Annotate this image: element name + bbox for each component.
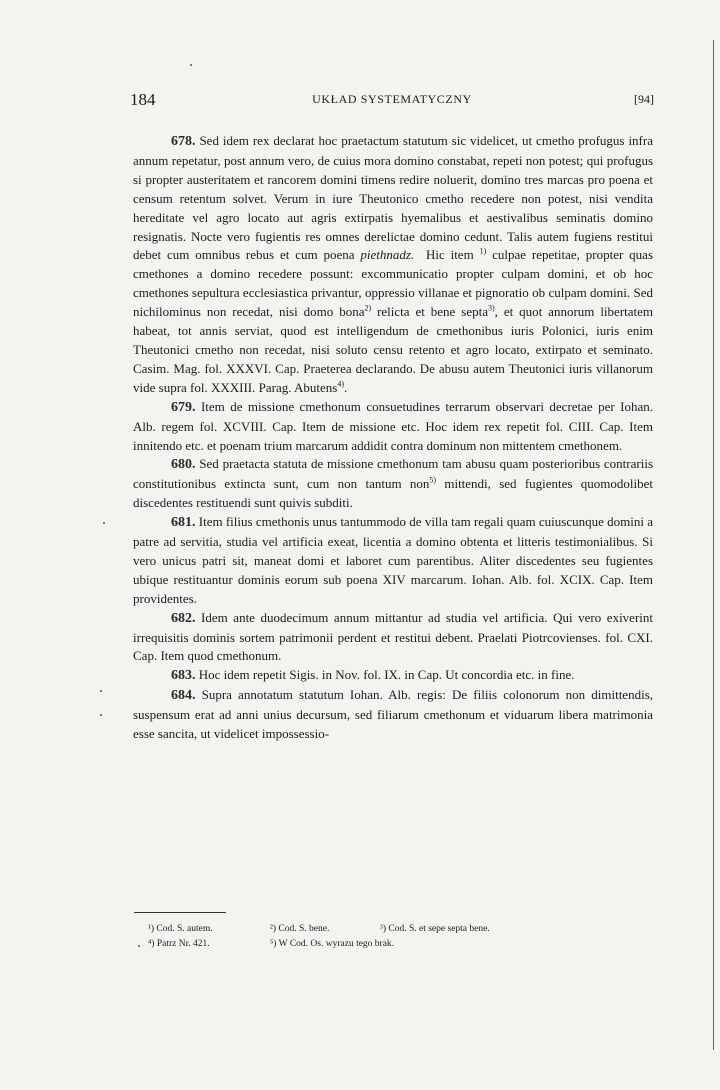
footnote-5: ⁵) W Cod. Os. wyrazu tego brak. [270, 939, 395, 949]
paragraph-text: , et quot annorum libertatem habeat, tot annis serviat, quod est intelligendum de cmethonibus iuris Polonici, iuris enim Theutonici cmetho non recedat, nisi soluto censu retento et agro locato, extirpato et seminato. Casim. Mag. fol. XXXVI. Cap. Praeterea declarando. De abusu autem Theutonici iuris villanorum vide supra fol. XXXIII. Parag. Abutens [133, 304, 654, 395]
page-number: 184 [130, 90, 156, 109]
bracket-page-number: [94] [634, 92, 654, 106]
page-header [130, 90, 654, 114]
scan-speck [190, 64, 192, 66]
paragraph-text: culpae repetitae, propter quas cmethones a domino recedere possunt: excommunicatio propter culpam domini, et ob hoc cmethones sepultura ecclesiastica privantur, oppressio villanae et pignoratio ob culpam domini. Sed nichilominus non recedat, nisi domo bona [133, 247, 654, 320]
footnote-4: ⁴) Patrz Nr. 421. [148, 939, 210, 949]
footnote-1: ¹) Cod. S. autem. [148, 924, 213, 934]
footnote-3: ³) Cod. S. et sepe septa bene. [380, 924, 490, 934]
scan-speck [100, 690, 102, 692]
paragraph-679 [133, 398, 653, 456]
footnote-2: ²) Cod. S. bene. [270, 924, 330, 934]
italic-term: piethnadz. [360, 247, 415, 263]
paragraph-682 [133, 609, 653, 667]
footnote-ref: 2) [364, 303, 372, 313]
paragraph-678 [133, 132, 653, 398]
scan-speck [138, 945, 140, 947]
running-title: UKŁAD SYSTEMATYCZNY [312, 92, 472, 106]
paragraph-680 [133, 455, 653, 513]
paragraph-text: Item de missione cmethonum consuetudines terrarum observari decretae per Iohan. Alb. regem fol. XCVIII. Cap. Item de missione etc. Hoc idem rex repetit fol. CIII. Cap. Item innitendo etc. et poenam trium marcarum addidit contra dominum non mittentem cmethonem. [133, 398, 654, 453]
footnote-ref: 3) [487, 303, 495, 313]
paragraph-681 [133, 513, 653, 609]
paragraph-683 [133, 666, 653, 686]
paragraph-text: Supra annotatum statutum Iohan. Alb. regis: De filiis colonorum non dimittendis, suspensum erat ad anni unius decursum, sed filiarum cmethonum et viduarum libera matrimonia esse sancita, ut videlicet impossessio- [133, 687, 653, 742]
body-text [133, 132, 653, 744]
paragraph-text: Sed praetacta statuta de missione cmethonum tam abusu quam posterioribus contrariis constitutionibus extincta sunt, cum non tantum non [133, 456, 654, 492]
footnote-row [148, 922, 638, 937]
footnote-ref: 1) [479, 247, 487, 257]
footnote-ref: 5) [429, 475, 437, 485]
footnote-divider [134, 912, 226, 913]
paragraph-number: 681. [171, 515, 196, 531]
paragraph-number: 682. [171, 610, 196, 626]
page-edge-line [713, 40, 714, 1050]
paragraph-text: mittendi, sed fugientes quomodolibet discedentes restituendi sunt quivis subditi. [133, 476, 653, 511]
scan-speck [100, 714, 102, 716]
paragraph-number: 683. [171, 668, 196, 684]
paragraph-number: 678. [171, 134, 196, 149]
footnotes [148, 922, 638, 952]
footnote-ref: 4) [337, 379, 345, 389]
scan-speck [103, 522, 105, 524]
paragraph-text: Sed idem rex declarat hoc praetactum statutum sic videlicet, ut cmetho profugus infra annum repetatur, post annum vero, de cuius mora domino constabat, repeti non potest; qui profugus si propter austeritatem et rancorem domini timens redire noluerit, domino tres marcas pro poena et censum retentum solvet. Verum in iure Theutonico cmetho recedere non potest, nisi vendita hereditate vel agro locato aut agris extirpatis hyemalibus et aestivalibus seminatis domino resignatis. Nocte vero fugientis res omnes derelictae domino cedunt. Talis autem fugiens restitui debet cum omnibus rebus et cum poena [133, 133, 653, 263]
paragraph-number: 680. [171, 457, 196, 473]
paragraph-text: Idem ante duodecimum annum mittantur ad studia vel artificia. Qui vero exiverint irrequisitis dominis sortem patrimonii perdent et restitui debent. Praelati Piotrcovienses. fol. CXI. Cap. Item quod cmethonum. [133, 609, 654, 664]
paragraph-number: 684. [171, 688, 196, 704]
paragraph-text: Hic item [425, 247, 474, 263]
paragraph-number: 679. [171, 399, 196, 415]
paragraph-text: Item filius cmethonis unus tantummodo de villa tam regali quam cuiuscunque domini a patre ad servitia, studia vel artificia exeat, licentia a domino obtenta et litteris testimonialibus. Si vero unicus patri sit, maneat domi et laboret cum parentibus. Aliter discedentes seu fugientes ubique restituantur dominis eorum sub poena XIV marcarum. Iohan. Alb. fol. XCIX. Cap. Item providentes. [133, 514, 654, 606]
paragraph-text: . [344, 379, 348, 395]
paragraph-text: Hoc idem repetit Sigis. in Nov. fol. IX. in Cap. Ut concordia etc. in fine. [198, 667, 575, 683]
paragraph-text: relicta et bene septa [377, 304, 488, 320]
paragraph-684 [133, 686, 653, 744]
footnote-row [148, 937, 638, 952]
